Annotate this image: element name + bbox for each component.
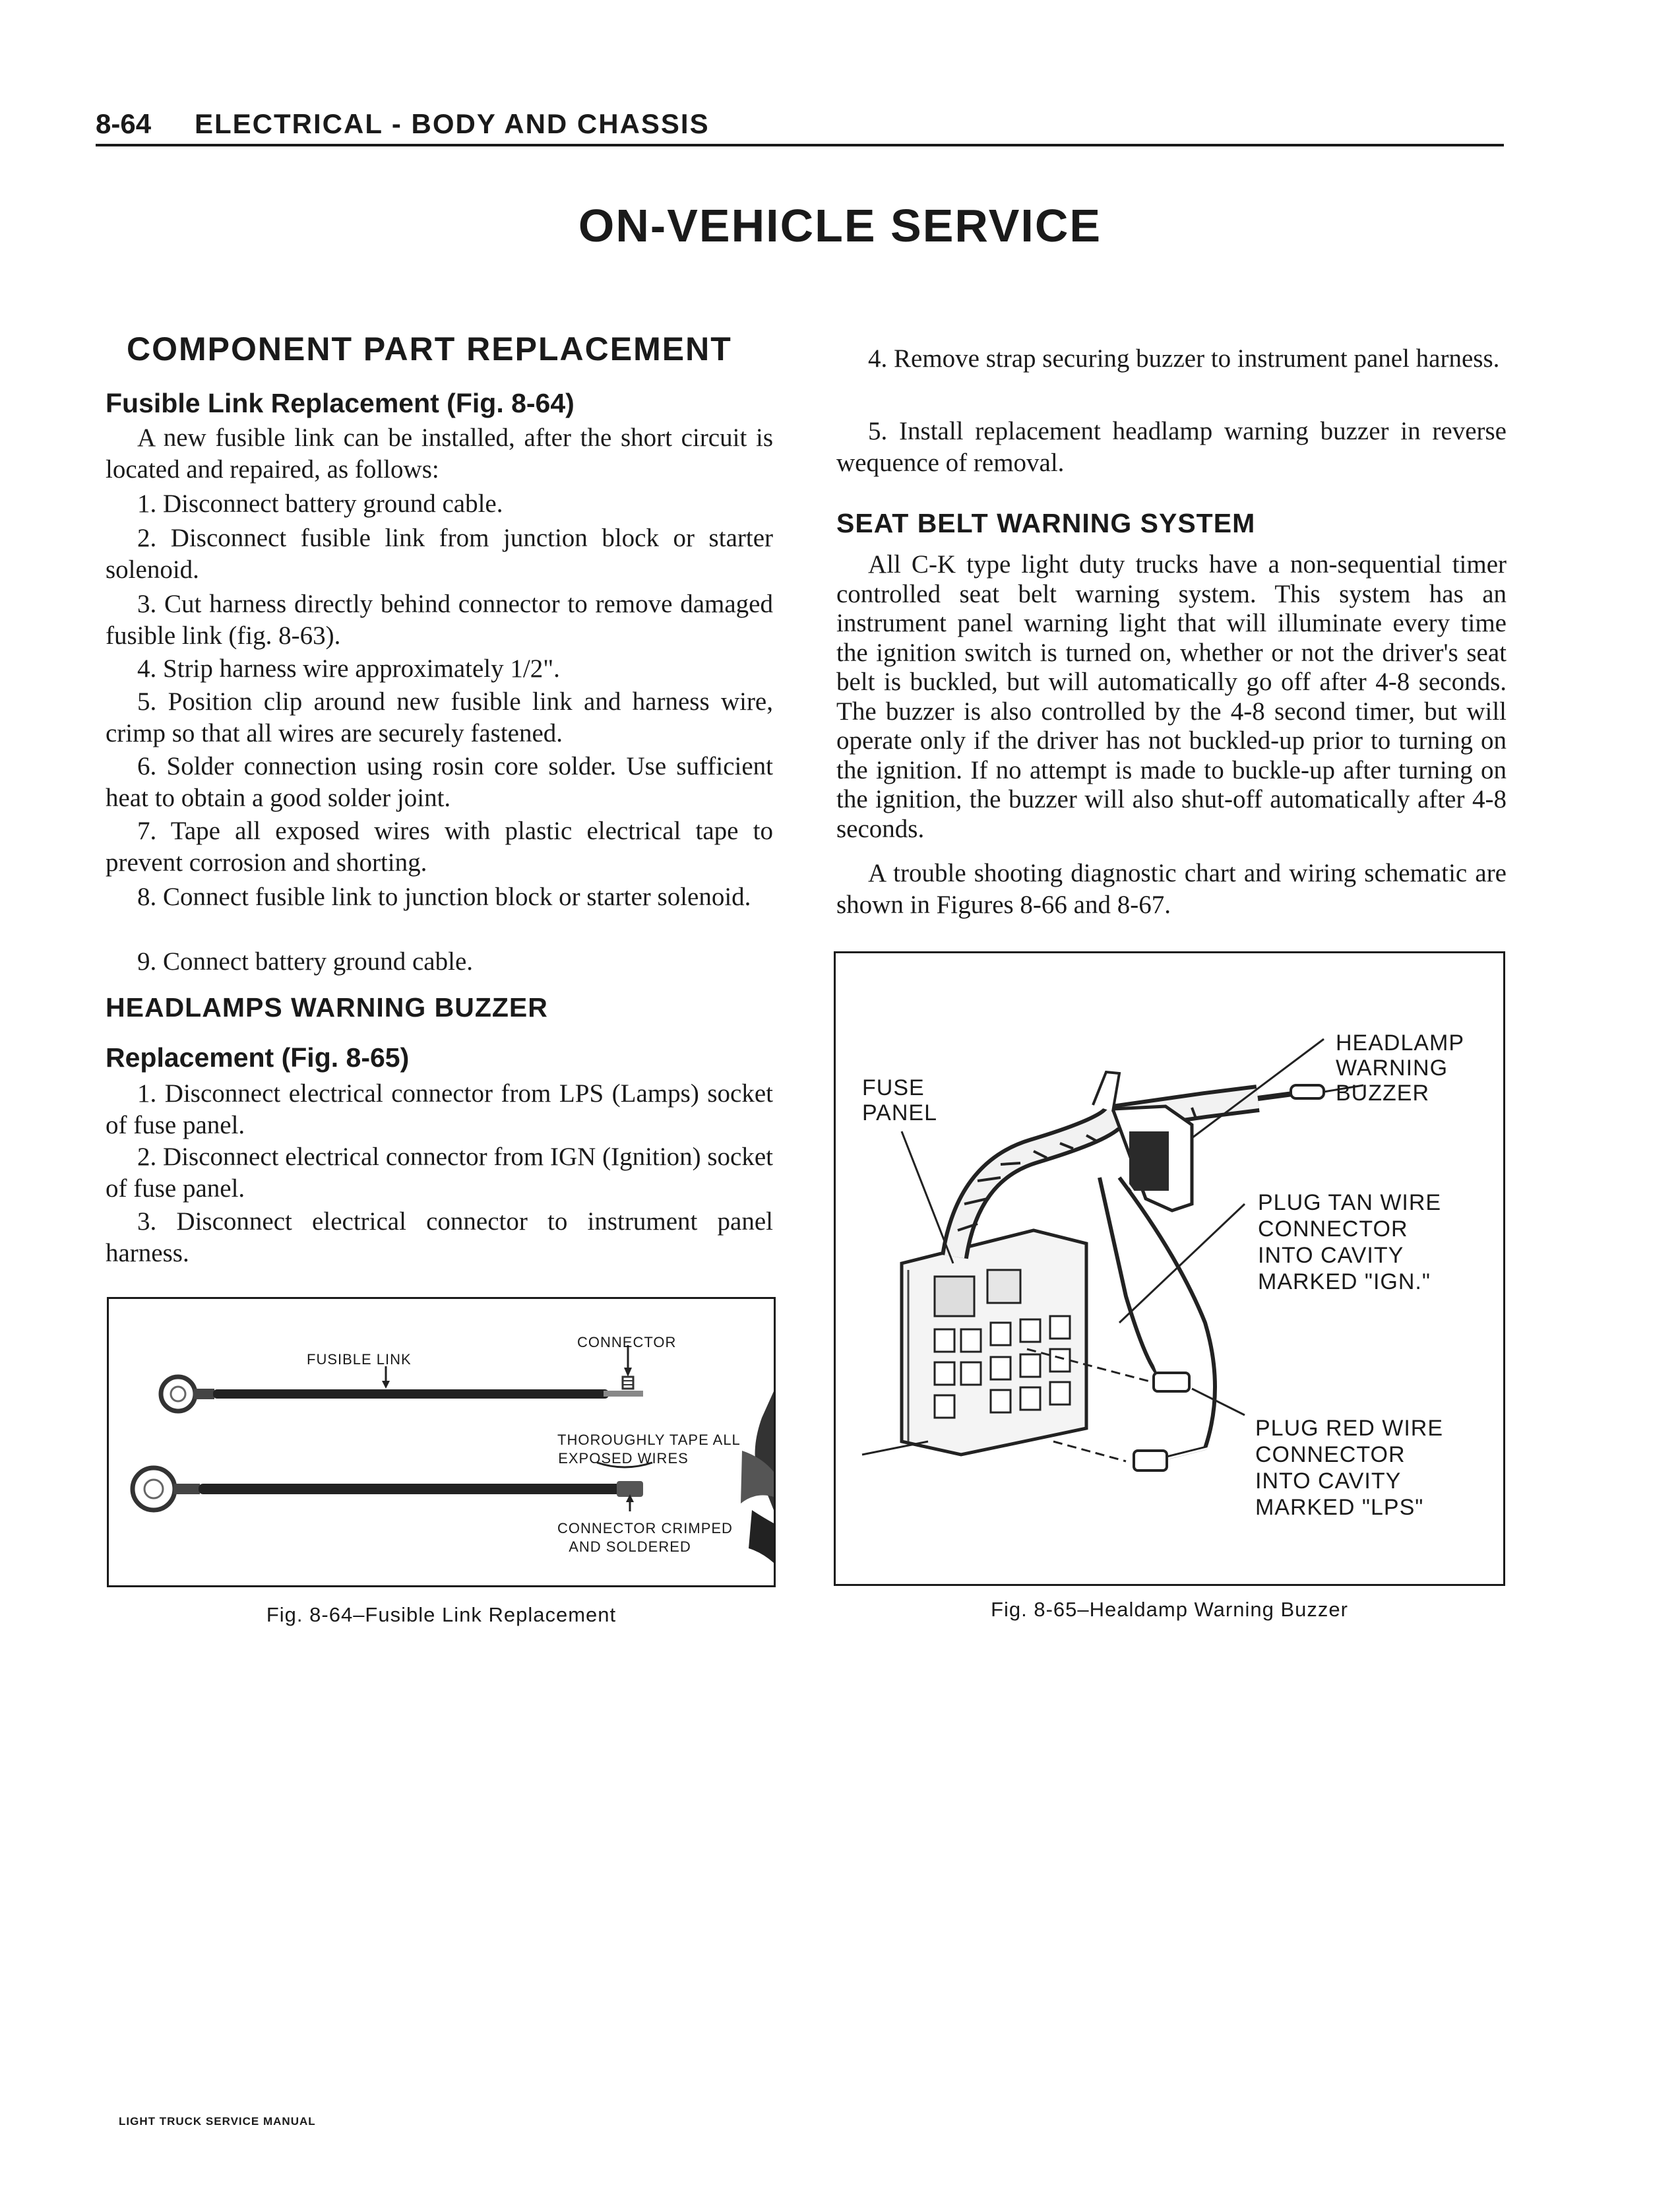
fusible-step-4: 4. Strip harness wire approximately 1/2". — [137, 654, 560, 683]
harness-wire — [199, 1484, 621, 1494]
page-footer: LIGHT TRUCK SERVICE MANUAL — [119, 2115, 316, 2128]
fusible-step-1: 1. Disconnect battery ground cable. — [137, 490, 503, 518]
fusible-step-7: 7. Tape all exposed wires with plastic electrical tape to prevent corrosion and shorting. — [106, 817, 773, 877]
figure-8-64-caption: Fig. 8-64–Fusible Link Replacement — [266, 1603, 617, 1626]
label-red-4: MARKED "LPS" — [1255, 1495, 1424, 1520]
label-tan-4: MARKED "IGN." — [1258, 1269, 1431, 1294]
harness-bundle — [741, 1391, 774, 1563]
seat-belt-para-1: All C-K type light duty trucks have a non-sequential timer controlled seat belt warning system. This system has an instrument panel warning light that will illuminate every time the ignition switch is turned on, whether or not the driver's seat belt is buckled, but will automatically go off after 4-8 seconds. The buzzer is also controlled by the 4-8 second timer, but will operate only if the driver has not buckled-up prior to turning on the ignition. If no attempt is made to buckle-up after turning on the ignition, the buzzer will also shut-off automatically after 4-8 seconds. — [836, 550, 1507, 843]
label-buzzer-warning: WARNING — [1336, 1056, 1448, 1081]
buzzer-replacement-subheading: Replacement (Fig. 8-65) — [106, 1042, 410, 1073]
label-tan-3: INTO CAVITY — [1258, 1243, 1404, 1268]
fusible-step-6: 6. Solder connection using rosin core solder. Use sufficient heat to obtain a good solder joint. — [106, 752, 773, 812]
label-tan-2: CONNECTOR — [1258, 1217, 1408, 1242]
upper-connector — [604, 1391, 643, 1397]
buzzer-step-4: 4. Remove strap securing buzzer to instrument panel harness. — [868, 344, 1500, 373]
label-crimp-2: AND SOLDERED — [569, 1538, 691, 1555]
fusible-step-8: 8. Connect fusible link to junction block or starter solenoid. — [137, 883, 751, 911]
fusible-step-9: 9. Connect battery ground cable. — [137, 947, 473, 976]
label-crimp-1: CONNECTOR CRIMPED — [557, 1520, 733, 1536]
fuse-panel — [862, 1230, 1126, 1461]
fusible-link-wire — [213, 1389, 609, 1399]
fusible-step-3: 3. Cut harness directly behind connector to remove damaged fusible link (fig. 8-63). — [106, 590, 773, 650]
label-red-1: PLUG RED WIRE — [1255, 1416, 1444, 1441]
label-tape-2: EXPOSED WIRES — [558, 1450, 689, 1467]
buzzer-step-2: 2. Disconnect electrical connector from IGN (Ignition) socket of fuse panel. — [106, 1143, 773, 1203]
headlamps-buzzer-heading: HEADLAMPS WARNING BUZZER — [106, 992, 548, 1023]
section-title: ELECTRICAL - BODY AND CHASSIS — [195, 108, 710, 139]
label-buzzer-headlamp: HEADLAMP — [1336, 1030, 1465, 1056]
label-red-2: CONNECTOR — [1255, 1442, 1406, 1467]
label-buzzer-buzzer: BUZZER — [1336, 1081, 1429, 1106]
lower-ring-terminal — [133, 1468, 200, 1510]
component-replacement-heading: COMPONENT PART REPLACEMENT — [127, 331, 732, 367]
fusible-step-5: 5. Position clip around new fusible link and harness wire, crimp so that all wires are securely fastened. — [106, 687, 773, 747]
fusible-step-2: 2. Disconnect fusible link from junction block or starter solenoid. — [106, 524, 773, 584]
label-red-3: INTO CAVITY — [1255, 1469, 1402, 1494]
headlamp-buzzer — [1093, 1072, 1192, 1211]
label-fuse: FUSE — [862, 1075, 925, 1100]
figure-8-64 — [107, 1297, 776, 1587]
label-connector: CONNECTOR — [577, 1334, 677, 1350]
label-tape-1: THOROUGHLY TAPE ALL — [557, 1432, 741, 1448]
seat-belt-heading: SEAT BELT WARNING SYSTEM — [836, 508, 1256, 538]
seat-belt-para-2: A trouble shooting diagnostic chart and wiring schematic are shown in Figures 8-66 and 8-67. — [836, 859, 1507, 919]
label-panel: PANEL — [862, 1100, 937, 1125]
page-header — [96, 108, 1504, 146]
label-fusible-link: FUSIBLE LINK — [307, 1351, 412, 1368]
label-tan-1: PLUG TAN WIRE — [1258, 1190, 1442, 1215]
figure-8-65 — [834, 951, 1505, 1586]
buzzer-step-3: 3. Disconnect electrical connector to instrument panel harness. — [106, 1207, 773, 1267]
buzzer-step-5: 5. Install replacement headlamp warning buzzer in reverse wequence of removal. — [836, 417, 1507, 477]
fusible-link-arrow — [382, 1366, 390, 1389]
fusible-intro: A new fusible link can be installed, after the short circuit is located and repaired, as follows: — [106, 424, 773, 484]
figure-8-65-caption: Fig. 8-65–Healdamp Warning Buzzer — [991, 1598, 1348, 1621]
upper-ring-terminal — [161, 1377, 214, 1411]
buzzer-step-1: 1. Disconnect electrical connector from LPS (Lamps) socket of fuse panel. — [106, 1079, 773, 1139]
page-number: 8-64 — [96, 108, 152, 139]
fusible-link-subheading: Fusible Link Replacement (Fig. 8-64) — [106, 388, 575, 418]
page-title: ON-VEHICLE SERVICE — [578, 200, 1102, 251]
header-rule — [96, 144, 1504, 146]
